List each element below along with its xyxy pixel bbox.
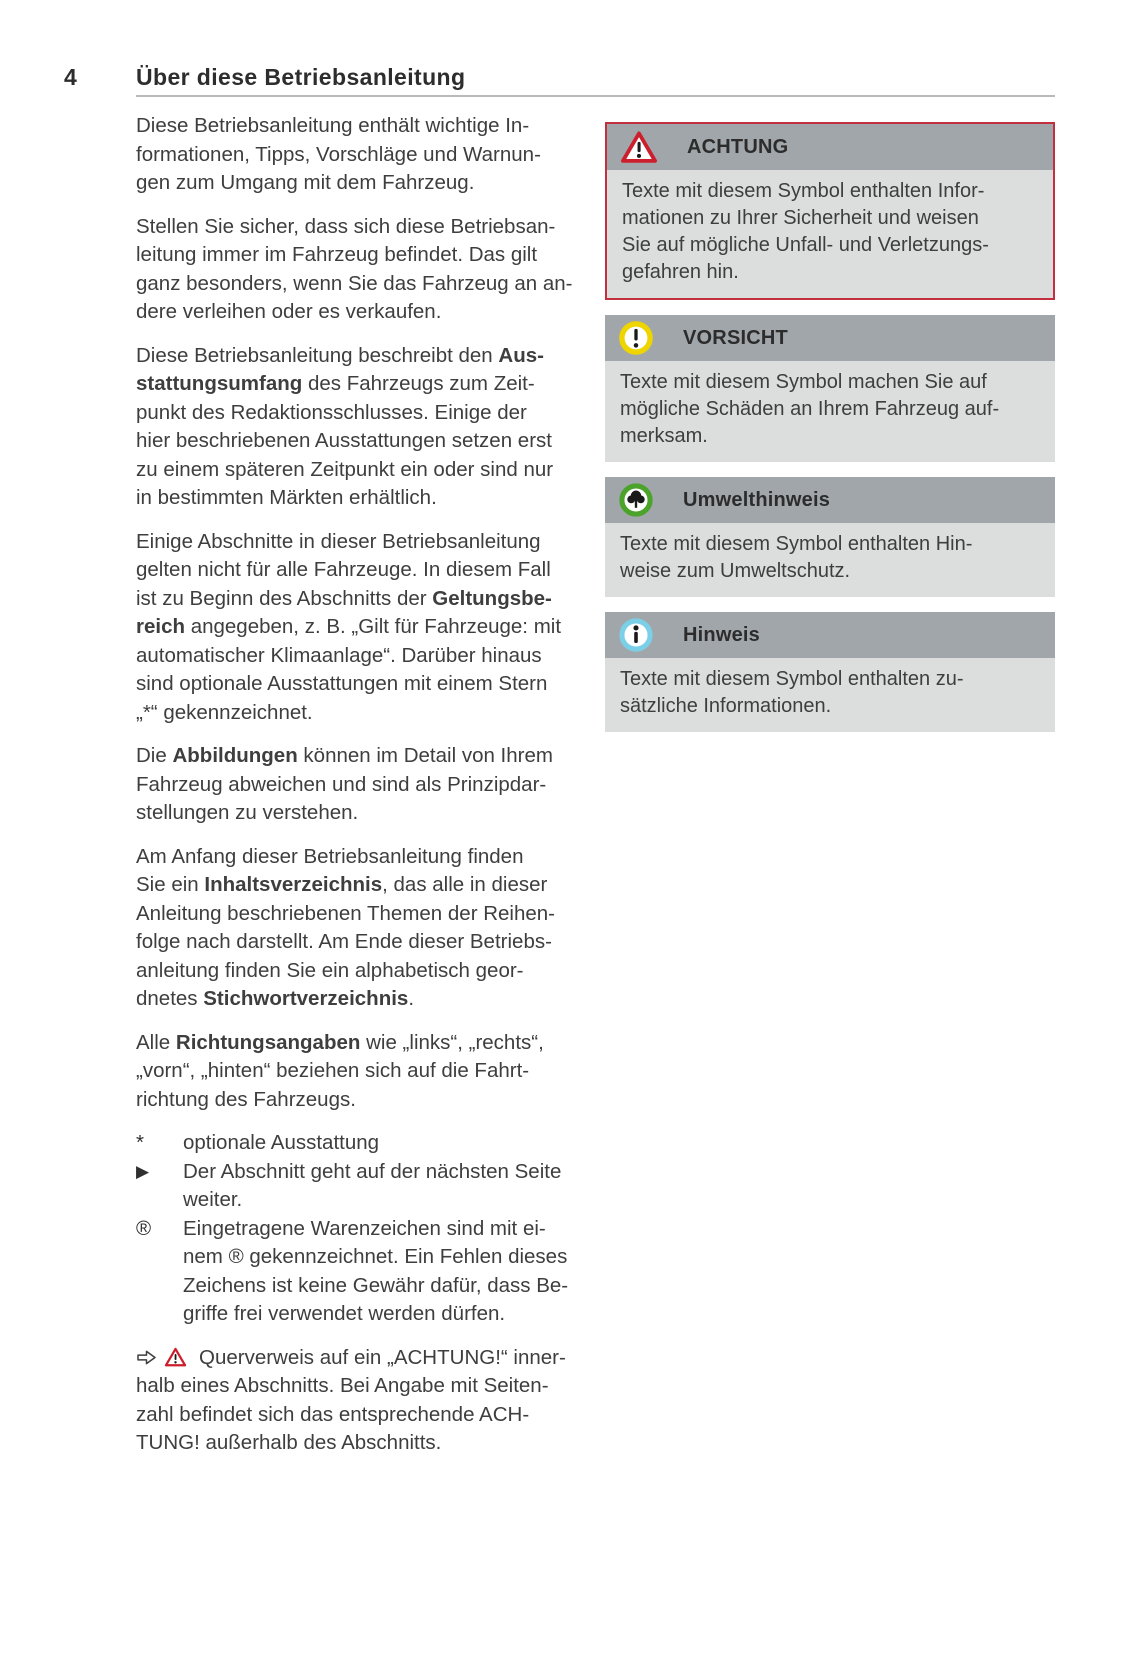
list-item <box>136 1158 596 1215</box>
text-line: in bestimmten Märkten erhältlich. <box>136 486 437 509</box>
text-line: optionale Ausstattung <box>183 1131 380 1154</box>
text-line: folge nach darstellt. Am Ende dieser Betriebs- <box>136 930 552 953</box>
text-line: Stellen Sie sicher, dass sich diese Betriebsan- <box>136 214 556 238</box>
text-line: Anleitung beschriebenen Themen der Reihen- <box>136 901 556 925</box>
text-line: ganz besonders, wenn Sie das Fahrzeug an an- <box>136 271 573 295</box>
text-line: automatischer Klimaanlage“. Darüber hinaus <box>136 643 542 667</box>
hinweis-title: Hinweis <box>683 623 760 646</box>
text-line: zu einem späteren Zeitpunkt ein oder sind nur <box>136 457 554 481</box>
text-line: Einige Abschnitte in dieser Betriebsanleitung <box>136 529 541 553</box>
text-line: TUNG! außerhalb des Abschnitts. <box>136 1431 442 1454</box>
vorsicht-notebox <box>605 315 1055 462</box>
eco-tree-circle-icon <box>618 482 654 518</box>
umwelthinweis-title: Umwelthinweis <box>683 488 831 511</box>
asterisk-marker: * <box>136 1131 144 1154</box>
text-line: gefahren hin. <box>622 261 739 283</box>
text-line: „vorn“, „hinten“ beziehen sich auf die Fahrt- <box>136 1059 530 1082</box>
text-line: mationen zu Ihrer Sicherheit und weisen <box>622 207 979 229</box>
text-line: stattungsumfang des Fahrzeugs zum Zeit- <box>136 372 535 395</box>
text-line: Zeichens ist keine Gewähr dafür, dass Be- <box>183 1273 569 1297</box>
crossref-paragraph <box>136 1344 596 1458</box>
warning-triangle-icon <box>620 130 658 164</box>
vorsicht-title: VORSICHT <box>683 326 788 349</box>
vorsicht-header <box>605 315 1055 361</box>
paragraph <box>136 342 596 513</box>
text-line: Fahrzeug abweichen und sind als Prinzipdar- <box>136 772 547 796</box>
text-line: anleitung finden Sie ein alphabetisch geor- <box>136 958 524 982</box>
text-line: Alle Richtungsangaben wie „links“, „rechts“, <box>136 1030 544 1054</box>
hinweis-notebox <box>605 612 1055 732</box>
text-line: Sie auf mögliche Unfall- und Verletzungs- <box>622 234 989 256</box>
paragraph <box>136 843 596 1014</box>
text-line: reich angegeben, z. B. „Gilt für Fahrzeuge: mit <box>136 615 562 638</box>
umwelthinweis-notebox <box>605 477 1055 597</box>
list-item-text <box>183 1129 596 1158</box>
text-line: punkt des Redaktionsschlusses. Einige der <box>136 400 527 424</box>
hinweis-header <box>605 612 1055 658</box>
paragraph <box>136 112 596 198</box>
text-line: nem ® gekennzeichnet. Ein Fehlen dieses <box>183 1245 568 1268</box>
text-line: hier beschriebenen Ausstattungen setzen erst <box>136 429 552 452</box>
text-line: leitung immer im Fahrzeug befindet. Das gilt <box>136 243 538 266</box>
text-line: Diese Betriebsanleitung enthält wichtige In- <box>136 114 530 137</box>
symbol-legend-list <box>136 1129 596 1329</box>
text-line: Texte mit diesem Symbol enthalten zu- <box>620 668 964 690</box>
text-line: dere verleihen oder es verkaufen. <box>136 300 442 323</box>
text-line: stellungen zu verstehen. <box>136 801 359 824</box>
crossref-arrow-icon <box>136 1349 157 1366</box>
text-line: weise zum Umweltschutz. <box>620 560 851 582</box>
text-line: Texte mit diesem Symbol enthalten Infor- <box>622 180 985 202</box>
hinweis-body <box>605 658 1055 732</box>
list-item <box>136 1129 596 1158</box>
page-title: Über diese Betriebsanleitung <box>136 64 466 90</box>
body-text-column <box>136 112 596 1473</box>
text-line: Texte mit diesem Symbol enthalten Hin- <box>620 533 973 555</box>
text-line: formationen, Tipps, Vorschläge und Warnun- <box>136 142 541 166</box>
text-line: merksam. <box>620 425 708 447</box>
continuation-arrow-marker: ▶ <box>136 1161 150 1181</box>
list-item-text <box>183 1158 596 1215</box>
text-line: Die Abbildungen können im Detail von Ihrem <box>136 744 553 767</box>
paragraph <box>136 528 596 728</box>
text-line: sätzliche Informationen. <box>620 695 832 717</box>
text-line: Der Abschnitt geht auf der nächsten Seite <box>183 1159 562 1183</box>
text-line: weiter. <box>183 1188 243 1211</box>
text-line: richtung des Fahrzeugs. <box>136 1087 356 1111</box>
text-line: „*“ gekennzeichnet. <box>136 700 313 724</box>
list-item-text <box>183 1215 596 1329</box>
text-line: Texte mit diesem Symbol machen Sie auf <box>620 371 987 393</box>
text-line: Sie ein Inhaltsverzeichnis, das alle in dieser <box>136 873 548 896</box>
text-line: Querverweis auf ein „ACHTUNG!“ inner- <box>136 1344 596 1373</box>
text-line: zahl befindet sich das entsprechende ACH- <box>136 1402 530 1426</box>
text-line: gelten nicht für alle Fahrzeuge. In diesem Fall <box>136 558 551 581</box>
achtung-body <box>607 170 1053 298</box>
vorsicht-body <box>605 361 1055 462</box>
paragraph <box>136 1029 596 1115</box>
page-number: 4 <box>64 64 77 90</box>
achtung-header <box>607 124 1053 170</box>
text-line: griffe frei verwendet werden dürfen. <box>183 1302 506 1325</box>
caution-exclamation-circle-icon <box>618 320 654 356</box>
paragraph <box>136 213 596 327</box>
text-line: halb eines Abschnitts. Bei Angabe mit Seiten- <box>136 1374 549 1397</box>
title-rule <box>136 95 1055 97</box>
achtung-title: ACHTUNG <box>687 135 789 158</box>
warning-triangle-icon <box>164 1347 187 1367</box>
registered-trademark-marker: ® <box>136 1216 152 1240</box>
notebox-column <box>605 122 1055 747</box>
text-line: Am Anfang dieser Betriebsanleitung finden <box>136 844 524 868</box>
paragraph <box>136 742 596 828</box>
text-line: sind optionale Ausstattungen mit einem Stern <box>136 672 548 695</box>
text-line: Eingetragene Warenzeichen sind mit ei- <box>183 1216 546 1240</box>
text-line: mögliche Schäden an Ihrem Fahrzeug auf- <box>620 398 1000 420</box>
achtung-notebox <box>605 122 1055 300</box>
text-line: Diese Betriebsanleitung beschreibt den Aus- <box>136 343 544 367</box>
umwelthinweis-header <box>605 477 1055 523</box>
text-line: ist zu Beginn des Abschnitts der Geltungsbe- <box>136 586 552 610</box>
text-line: gen zum Umgang mit dem Fahrzeug. <box>136 171 475 194</box>
info-circle-icon <box>618 617 654 653</box>
umwelthinweis-body <box>605 523 1055 597</box>
list-item <box>136 1215 596 1329</box>
text-line: dnetes Stichwortverzeichnis. <box>136 987 415 1010</box>
